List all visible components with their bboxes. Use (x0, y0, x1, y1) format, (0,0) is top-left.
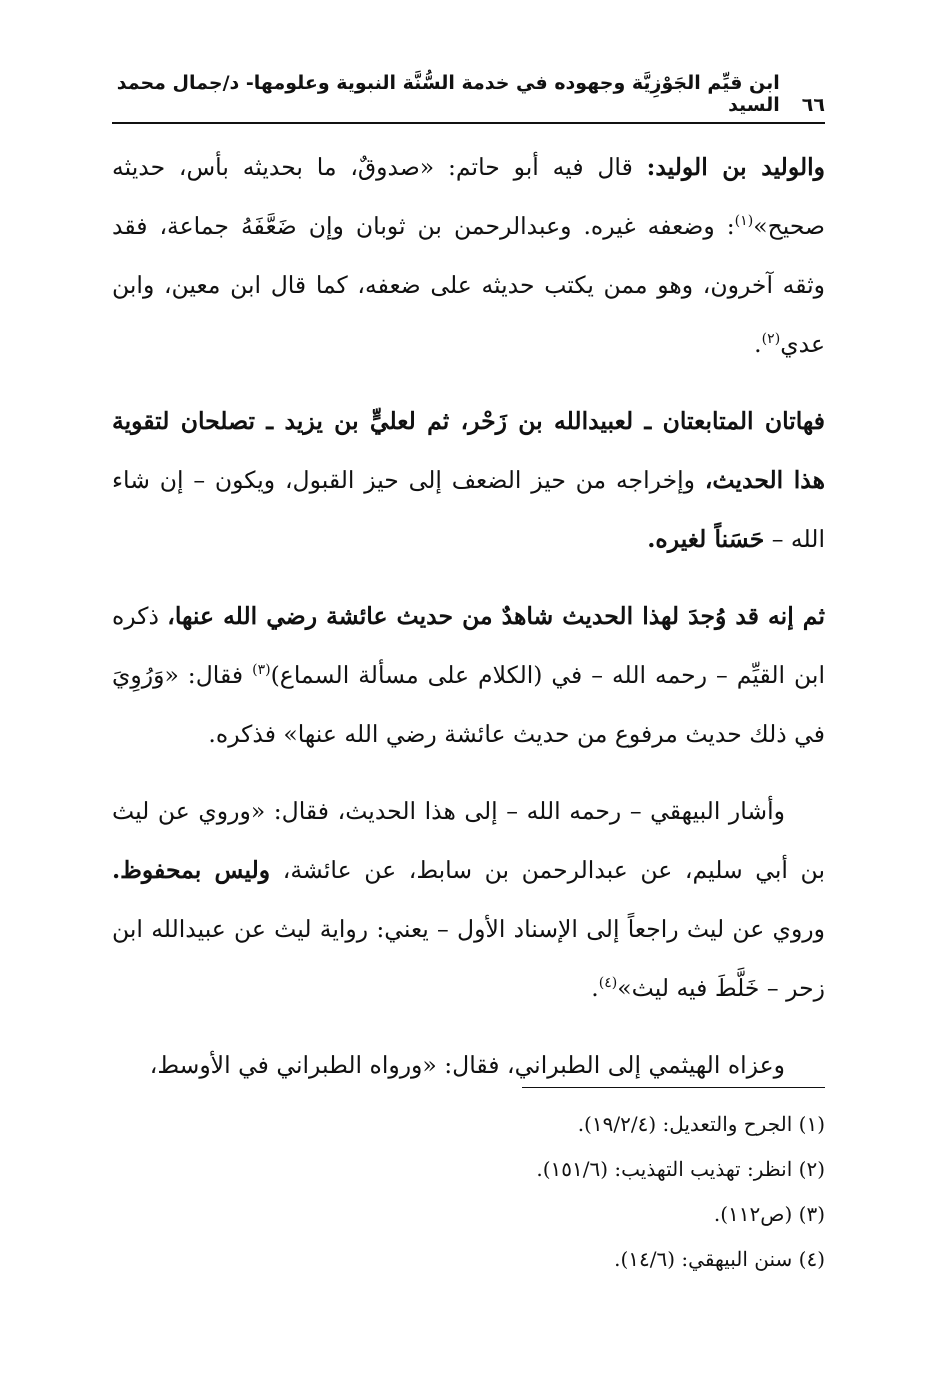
running-header (112, 72, 825, 124)
narrator-name: والوليد بن الوليد: (646, 153, 825, 181)
paragraph-text: قال فيه أبو حاتم: «صدوقٌ، ما بحديثه بأس، حديثه صحيح» (112, 153, 825, 240)
paragraph-text: ذكره ابن القيِّم – رحمه الله – في (الكلام على مسألة السماع) (112, 602, 826, 689)
footnote-4: (٤) سنن البيهقي: (١٤/٦). (614, 1247, 825, 1271)
footnote-ref-4: (٤) (598, 975, 618, 992)
paragraph-2 (112, 392, 825, 569)
paragraph-text: : وضعفه غيره. وعبدالرحمن بن ثوبان وإن ضَعَّفَهُ جماعة، فقد وثقه آخرون، وهو ممن يكتب حديثه على ضعفه، كما قال ابن معين، وابن عدي (112, 212, 825, 358)
footnote-ref-1: (١) (734, 213, 754, 230)
page-number: ٦٦ (801, 94, 825, 116)
paragraph-text: فقال: «وَرُوِيَ في ذلك حديث مرفوع من حديث عائشة رضي الله عنها» فذكره. (112, 661, 825, 748)
bold-statement: ثم إنه قد وُجدَ لهذا الحديث شاهدٌ من حديث عائشة رضي الله عنها، (167, 602, 825, 630)
paragraph-1 (112, 138, 825, 374)
paragraph-4 (112, 782, 825, 1018)
footnote-1: (١) الجرح والتعديل: (١٩/٢/٤). (577, 1112, 825, 1136)
paragraph-text: . (591, 974, 599, 1002)
paragraph-text: وعزاه الهيثمي إلى الطبراني، فقال: «ورواه الطبراني في الأوسط، (149, 1051, 785, 1079)
bold-phrase: وليس بمحفوظ. (112, 856, 271, 884)
paragraph-text: وروي عن ليث راجعاً إلى الإسناد الأول – يعني: رواية ليث عن عبيدالله ابن زحر – خَلَّطَ فيه ليث» (112, 915, 825, 1002)
paragraph-text: وأشار البيهقي – رحمه الله – إلى هذا الحديث، فقال: «وروي عن ليث بن أبي سليم، عن عبدالرحمن بن سابط، عن عائشة، (112, 797, 825, 884)
footnote-ref-2: (٢) (761, 331, 781, 348)
main-text (112, 138, 825, 1095)
running-title: ابن قيِّم الجَوْزِيَّة وجهوده في خدمة السُّنَّة النبوية وعلومها- د/جمال محمد السيد (116, 72, 780, 116)
footnotes (112, 1102, 825, 1282)
bold-statement: فهاتان المتابعتان ـ لعبيدالله بن زَحْر، ثم لعليٍّ بن يزيد ـ تصلحان لتقوية هذا الحديث، (112, 407, 825, 494)
paragraph-3 (112, 587, 825, 764)
bold-conclusion: حَسَناً لغيره. (647, 525, 765, 553)
footnote-ref-3: (٣) (252, 662, 271, 679)
paragraph-text: . (754, 330, 762, 358)
footnote-3: (٣) (ص١١٢). (713, 1202, 825, 1226)
footnote-divider (522, 1087, 825, 1088)
paragraph-text: وإخراجه من حيز الضعف إلى حيز القبول، ويكون – إن شاء الله – (112, 466, 825, 553)
footnote-2: (٢) انظر: تهذيب التهذيب: (١٥١/٦). (536, 1157, 825, 1181)
